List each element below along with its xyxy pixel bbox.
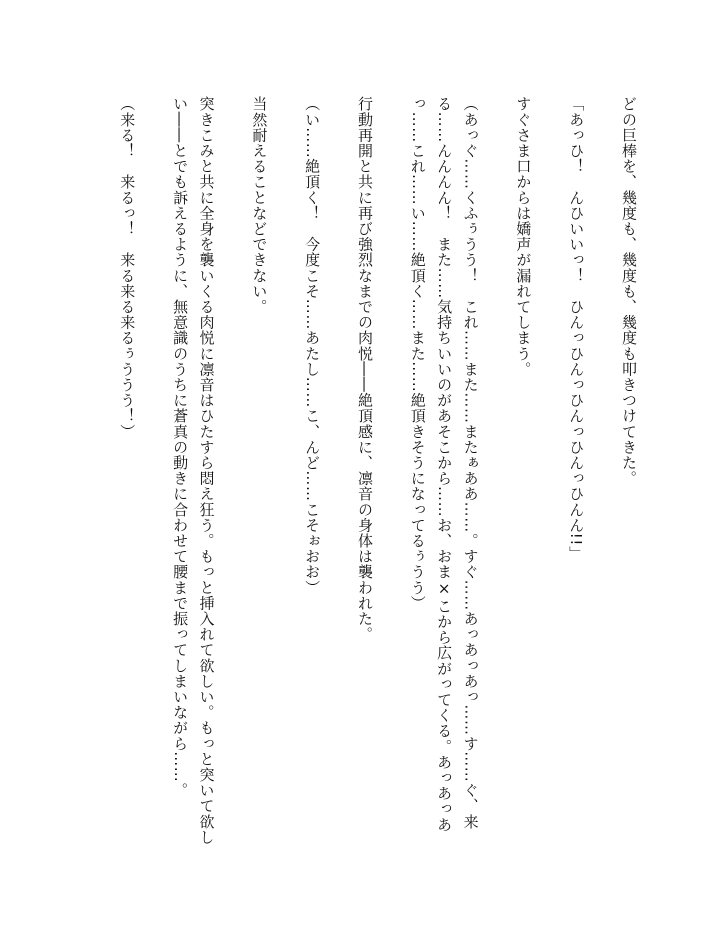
paragraph-narration: どの巨棒を、幾度も、幾度も、幾度も叩きつけてきた。 <box>620 96 638 486</box>
paragraph-spacer <box>536 96 562 856</box>
paragraph-dialogue: 「あっひ！ んひいいっ！ ひんっひんっひんっひんっひんん!!」 <box>567 96 586 562</box>
paragraph-spacer <box>220 96 246 856</box>
paragraph-narration: 行動再開と共に再び強烈なまでの肉悦――絶頂感に、凛音の身体は襲われた。 <box>355 96 374 642</box>
paragraph-narration: 当然耐えることなどできない。 <box>250 96 269 315</box>
vertical-text-body <box>114 96 642 856</box>
paragraph-spacer <box>378 96 404 856</box>
paragraph-inner-monologue: （来る！ 来るっ！ 来る来る来るぅううう！） <box>118 96 137 440</box>
paragraph-spacer <box>272 96 298 856</box>
paragraph-inner-monologue: （い……絶頂く！ 今度こそ……あたし……こ、んど……こそぉおお） <box>303 96 322 596</box>
paragraph-spacer <box>325 96 351 856</box>
paragraph-spacer <box>589 96 615 856</box>
paragraph-narration: 突きこみと共に全身を襲いくる肉悦に凛音はひたすら悶え狂う。もっと挿入れて欲しい。もっと突いて欲しい――とでも訴えるように、無意識のうちに蒼真の動きに合わせて腰まで振ってしまいながら……。 <box>171 96 216 845</box>
paragraph-narration: すぐさま口からは嬌声が漏れてしまう。 <box>514 96 533 377</box>
paragraph-spacer <box>484 96 510 856</box>
paragraph-inner-monologue: （あっぐ……くふぅうう！ これ……また……またぁああ……。すぐ……あっあっあっ……す……ぐ、来る……んんんん！ また……気持ちいいのがあそこから……お、おま×こから広がってくる。あっあっあっ……これ……い……絶頂く……また……絶頂きそうになってるぅうう） <box>408 96 480 833</box>
paragraph-spacer <box>140 96 166 856</box>
